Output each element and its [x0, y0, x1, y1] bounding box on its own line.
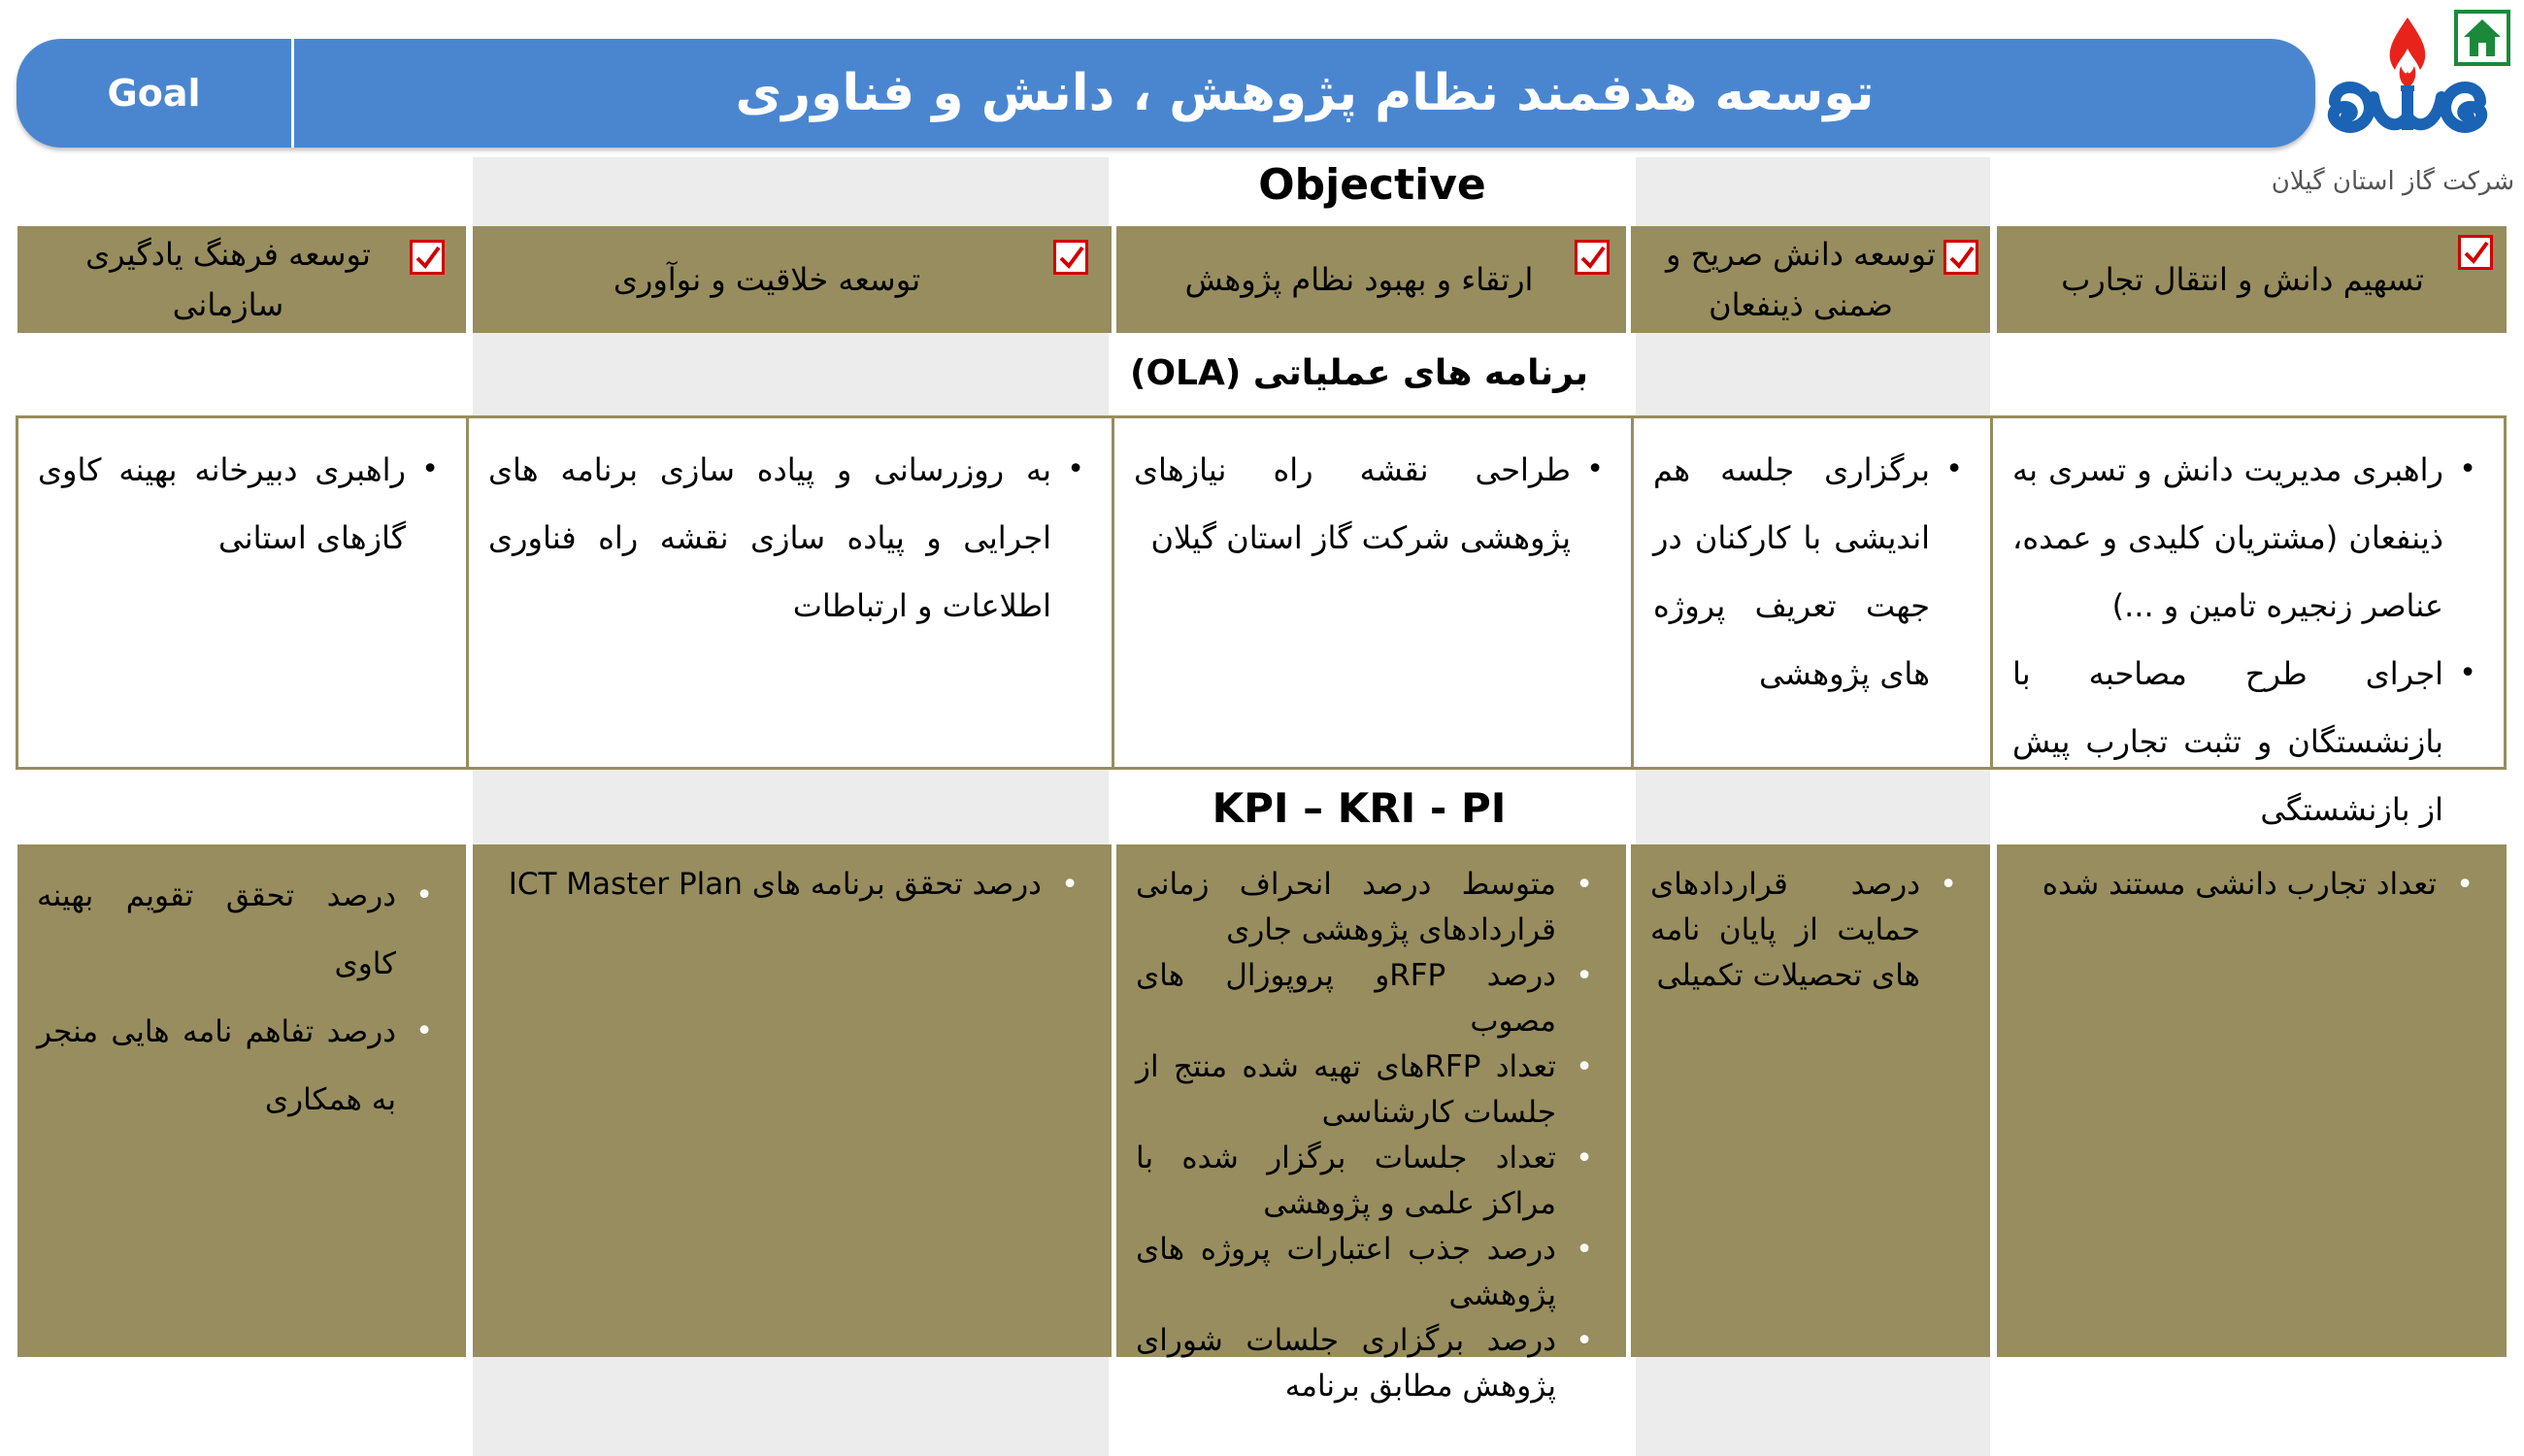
kpi-item: • درصد قراردادهای حمایت از پایان نامه های تحصیلات تکمیلی [1650, 862, 1963, 999]
ola-item: • برگزاری جلسه هم اندیشی با کارکنان در جهت تعریف پروژه های پژوهشی [1653, 436, 1963, 708]
arrow-down-right-shape [1636, 1359, 1990, 1456]
objective-text-5: توسعه فرهنگ یادگیری سازمانی [85, 236, 371, 323]
checkbox-checked-icon [2458, 235, 2493, 270]
objective-text-2: توسعه دانش صریح و ضمنی ذینفعان [1665, 236, 1937, 323]
kpi-item: • درصد RFPو پروپوزال های مصوب [1136, 953, 1599, 1044]
kpi-cell-4 [473, 844, 1112, 1357]
kpi-cell-3 [1116, 844, 1626, 1404]
goal-title: توسعه هدفمند نظام پژوهش ، دانش و فناوری [735, 64, 1875, 122]
kpi-item: • تعداد تجارب دانشی مستند شده [2016, 862, 2479, 908]
checkbox-checked-icon [1575, 240, 1610, 275]
kpi-item: • درصد تحقق برنامه های ICT Master Plan [492, 862, 1084, 908]
kpi-item: • درصد جذب اعتبارات پروژه های پژوهشی [1136, 1227, 1599, 1318]
ola-cell-2 [1631, 415, 1993, 770]
ola-item: • راهبری دبیرخانه بهینه کاوی گازهای استانی [38, 436, 439, 572]
kpi-cell-5 [17, 844, 466, 1357]
kpi-item: • تعداد جلسات برگزار شده با مراکز علمی و پژوهشی [1136, 1136, 1599, 1227]
arrow-down-left-shape [473, 1359, 1109, 1456]
ola-title: برنامه های عملیاتی (OLA) [1129, 353, 1589, 393]
ola-item: • اجرای طرح مصاحبه با بازنشستگان و تثبت تجارب پیش از بازنشستگی [2012, 640, 2476, 844]
kpi-item: • تعداد RFPهای تهیه شده منتج از جلسات کارشناسی [1136, 1044, 1599, 1136]
checkbox-checked-icon [1943, 240, 1978, 275]
ola-item: • طراحی نقشه راه نیازهای پژوهشی شرکت گاز استان گیلان [1134, 436, 1604, 572]
kpi-title: KPI – KRI - PI [1212, 784, 1507, 832]
objective-text-1: تسهیم دانش و انتقال تجارب [2061, 261, 2424, 298]
ola-cell-1 [1990, 415, 2507, 828]
kpi-item: • درصد تحقق تقویم بهینه کاوی [37, 862, 439, 998]
kpi-item: • متوسط درصد انحراف زمانی قراردادهای پژوهشی جاری [1136, 862, 1599, 953]
objective-text-4: توسعه خلاقیت و نوآوری [613, 261, 921, 298]
ola-cell-5 [16, 415, 469, 770]
ola-cell-3 [1112, 415, 1634, 770]
checkbox-checked-icon [410, 240, 445, 275]
kpi-item: • درصد تفاهم نامه هایی منجر به همکاری [37, 998, 439, 1134]
kpi-item: • درصد برگزاری جلسات شورای پژوهش مطابق برنامه [1136, 1318, 1599, 1409]
ola-item: • راهبری مدیریت دانش و تسری به ذینفعان (مشتریان کلیدی و عمده، عناصر زنجیره تامین و ...) [2012, 436, 2476, 640]
company-name: شرکت گاز استان گیلان [2271, 167, 2515, 196]
kpi-cell-2 [1631, 844, 1990, 1357]
ola-item: • به روزرسانی و پیاده سازی برنامه های اجرایی و پیاده سازی نقشه راه فناوری اطلاعات و ارتباطات [488, 436, 1084, 640]
kpi-cell-1 [1997, 844, 2507, 1357]
objective-title: Objective [1258, 160, 1486, 210]
company-logo [2315, 10, 2500, 155]
objective-text-3: ارتقاء و بهبود نظام پژوهش [1184, 261, 1534, 298]
checkbox-checked-icon [1053, 240, 1088, 275]
goal-label: Goal [107, 72, 201, 115]
ola-cell-4 [466, 415, 1114, 770]
